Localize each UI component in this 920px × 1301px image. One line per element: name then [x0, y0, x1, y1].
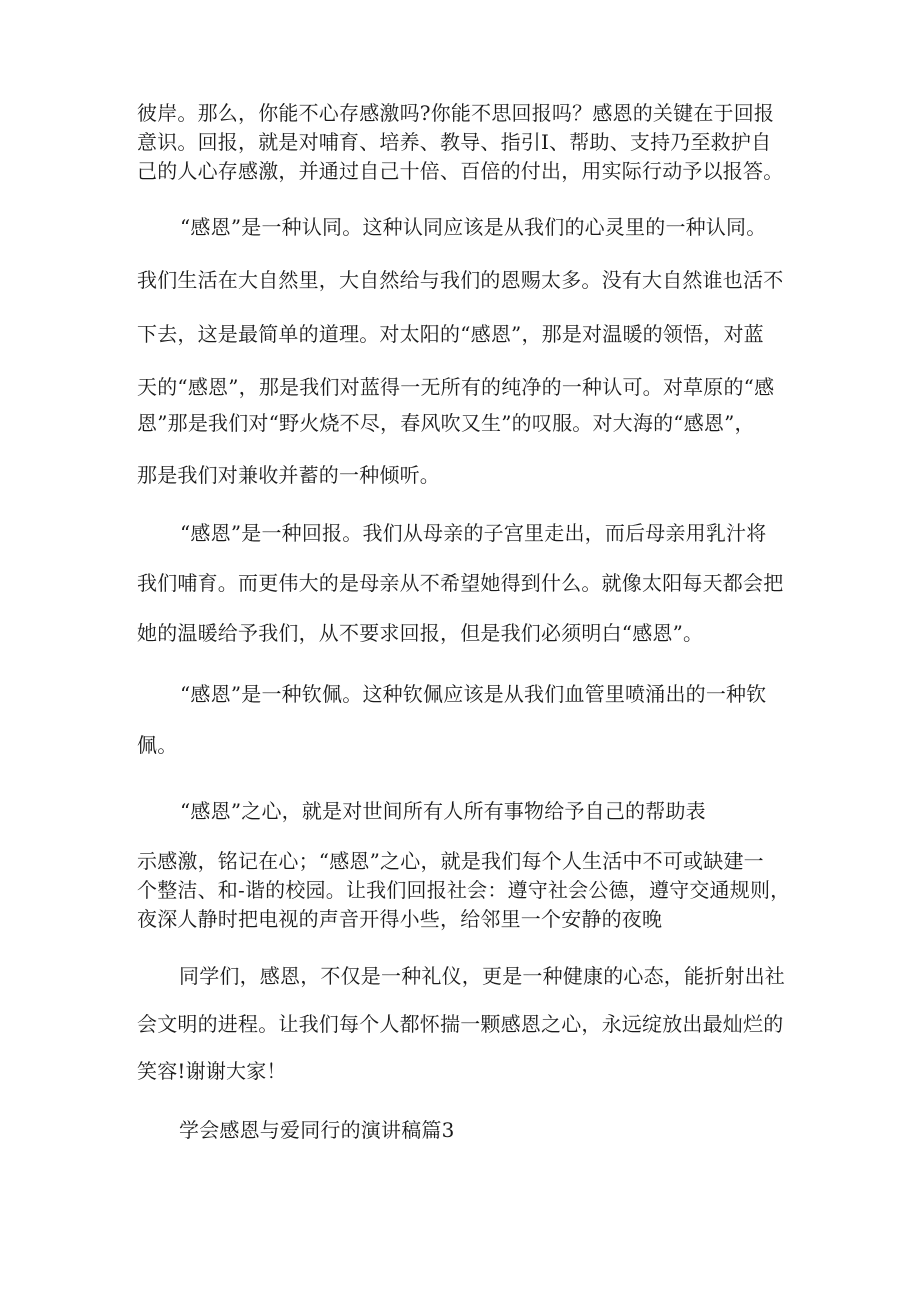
text-line: 天的“感恩”，那是我们对蓝得一无所有的纯净的一种认可。对草原的“感: [137, 375, 775, 399]
text-line: 笑容!谢谢大家！: [137, 1059, 287, 1083]
text-line: 下去，这是最简单的道理。对太阳的“感恩”，那是对温暖的领悟，对蓝: [137, 322, 764, 346]
text-line: 我们哺育。而更伟大的是母亲从不希望她得到什么。就像太阳每天都会把: [137, 571, 784, 595]
text-line: 我们生活在大自然里，大自然给与我们的恩赐太多。没有大自然谁也活不: [137, 268, 784, 292]
text-line: 会文明的进程。让我们每个人都怀揣一颗感恩之心，永远绽放出最灿烂的: [137, 1012, 784, 1036]
text-line: “感恩”是一种回报。我们从母亲的子宫里走出，而后母亲用乳汁将: [180, 521, 767, 545]
text-line: “感恩”是一种钦佩。这种钦佩应该是从我们血管里喷涌出的一种钦: [180, 682, 767, 706]
section-heading: 学会感恩与爱同行的演讲稿篇3: [179, 1118, 455, 1142]
text-line: 佩。: [137, 733, 178, 757]
text-line: 个整洁、和-谐的校园。让我们回报社会：遵守社会公德，遵守交通规则，: [137, 878, 791, 902]
text-line: 己的人心存感激，并通过自己十倍、百倍的付出，用实际行动予以报答。: [137, 159, 784, 183]
text-line: 同学们，感恩，不仅是一种礼仪，更是一种健康的心态，能折射出社: [179, 964, 785, 988]
text-line: 她的温暖给予我们，从不要求回报，但是我们必须明白“感恩”。: [137, 621, 704, 645]
text-line: 恩”那是我们对“野火烧不尽，春风吹又生”的叹服。对大海的“感恩”，: [137, 411, 755, 435]
text-line: 意识。回报，就是对哺育、培养、教导、指引I、帮助、支持乃至救护自: [137, 130, 772, 154]
text-line: 夜深人静时把电视的声音开得小些，给邻里一个安静的夜晚: [137, 907, 663, 931]
text-line: 彼岸。那么，你能不心存感激吗?你能不思回报吗？感恩的关键在于回报: [137, 101, 775, 125]
text-line: 那是我们对兼收并蓄的一种倾听。: [137, 463, 440, 487]
text-line: 示感激，铭记在心；“感恩”之心，就是我们每个人生活中不可或缺建一: [137, 849, 764, 873]
text-line: “感恩”是一种认同。这种认同应该是从我们的心灵里的一种认同。: [180, 215, 767, 239]
text-line: “感恩”之心，就是对世间所有人所有事物给予自己的帮助表: [180, 799, 706, 823]
